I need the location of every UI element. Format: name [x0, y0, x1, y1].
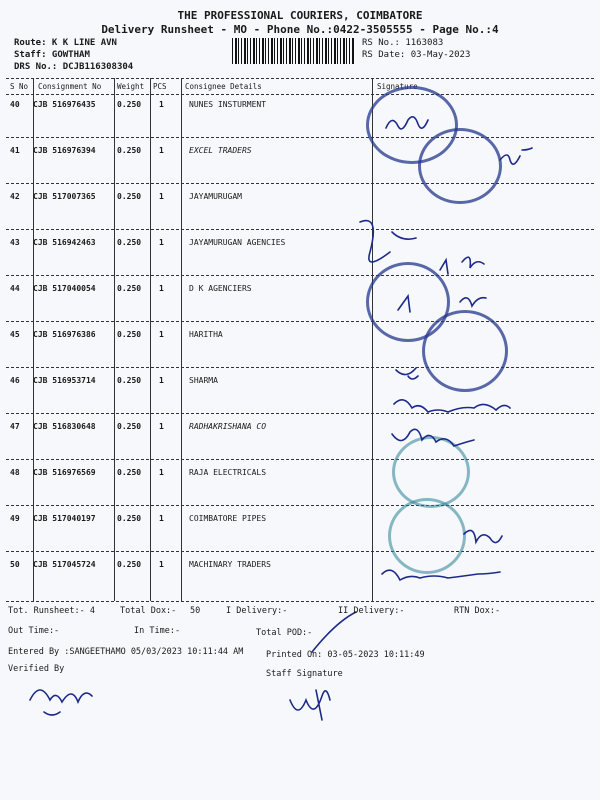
row-consignment-no: CJB 516830648 [33, 422, 96, 431]
row-sno: 44 [10, 284, 20, 293]
row-weight: 0.250 [117, 146, 142, 155]
row-consignee: SHARMA [189, 376, 218, 385]
col-header-consignee: Consignee Details [185, 82, 262, 91]
staff-signature: Staff Signature [266, 669, 343, 679]
row-sno: 49 [10, 514, 20, 523]
row-consignee: MACHINARY TRADERS [189, 560, 271, 569]
staff-label: Staff: GOWTHAM [14, 50, 90, 60]
col-header-sno: S No [10, 82, 29, 91]
verified-by: Verified By [8, 664, 65, 674]
col-header-pcs: PCS [153, 82, 167, 91]
row-weight: 0.250 [117, 376, 142, 385]
i-delivery: I Delivery:- [226, 606, 288, 616]
row-weight: 0.250 [117, 330, 142, 339]
row-weight: 0.250 [117, 192, 142, 201]
row-weight: 0.250 [117, 560, 142, 569]
row-consignee: D K AGENCIERS [189, 284, 252, 293]
row-weight: 0.250 [117, 238, 142, 247]
company-title: THE PROFESSIONAL COURIERS, COIMBATORE [177, 9, 423, 22]
row-weight: 0.250 [117, 422, 142, 431]
row-weight: 0.250 [117, 468, 142, 477]
row-pcs: 1 [159, 146, 164, 155]
row-consignee: NUNES INSTURMENT [189, 100, 267, 109]
row-pcs: 1 [159, 468, 164, 477]
total-dox-value: 50 [190, 606, 201, 616]
row-consignee: RAJA ELECTRICALS [189, 468, 267, 477]
row-consignment-no: CJB 517040197 [33, 514, 96, 523]
row-weight: 0.250 [117, 514, 142, 523]
row-sno: 48 [10, 468, 20, 477]
row-sno: 46 [10, 376, 20, 385]
in-time: In Time:- [134, 626, 181, 636]
row-weight: 0.250 [117, 100, 142, 109]
total-pod: Total POD:- [256, 628, 313, 638]
row-consignment-no: CJB 516953714 [33, 376, 96, 385]
row-consignee: COIMBATORE PIPES [189, 514, 267, 523]
row-sno: 42 [10, 192, 20, 201]
drs-number: DRS No.: DCJB116308304 [14, 62, 134, 72]
row-consignment-no: CJB 517007365 [33, 192, 96, 201]
col-header-weight: Weight [117, 82, 145, 91]
row-pcs: 1 [159, 100, 164, 109]
row-pcs: 1 [159, 284, 164, 293]
row-pcs: 1 [159, 422, 164, 431]
rs-number: RS No.: 1163083 [362, 38, 444, 48]
row-pcs: 1 [159, 330, 164, 339]
row-pcs: 1 [159, 238, 164, 247]
row-consignment-no: CJB 516976435 [33, 100, 96, 109]
row-sno: 40 [10, 100, 20, 109]
printed-on: Printed On: 03-05-2023 10:11:49 [266, 650, 425, 660]
route-label: Route: K K LINE AVN [14, 38, 117, 48]
rtn-dox: RTN Dox:- [454, 606, 501, 616]
row-sno: 43 [10, 238, 20, 247]
row-consignment-no: CJB 516942463 [33, 238, 96, 247]
row-consignment-no: CJB 517045724 [33, 560, 96, 569]
total-dox-label: Total Dox:- [120, 606, 177, 616]
runsheet-subtitle: Delivery Runsheet - MO - Phone No.:0422-3505555 - Page No.:4 [101, 23, 499, 36]
entered-by: Entered By :SANGEETHAMO 05/03/2023 10:11:44 AM [8, 647, 244, 657]
row-consignment-no: CJB 516976394 [33, 146, 96, 155]
row-sno: 47 [10, 422, 20, 431]
row-consignee: RADHAKRISHANA CO [189, 422, 267, 431]
row-consignee: JAYAMURUGAN AGENCIES [189, 238, 286, 247]
row-pcs: 1 [159, 192, 164, 201]
col-header-consignment: Consignment No [38, 82, 102, 91]
row-consignment-no: CJB 517040054 [33, 284, 96, 293]
ii-delivery: II Delivery:- [338, 606, 405, 616]
rs-date: RS Date: 03-May-2023 [362, 50, 471, 60]
row-consignee: HARITHA [189, 330, 223, 339]
row-consignment-no: CJB 516976386 [33, 330, 96, 339]
row-pcs: 1 [159, 560, 164, 569]
row-sno: 45 [10, 330, 20, 339]
row-pcs: 1 [159, 514, 164, 523]
tot-runsheet: Tot. Runsheet:- 4 [8, 606, 95, 616]
row-consignment-no: CJB 516976569 [33, 468, 96, 477]
row-sno: 41 [10, 146, 20, 155]
row-weight: 0.250 [117, 284, 142, 293]
row-consignee: JAYAMURUGAM [189, 192, 242, 201]
out-time: Out Time:- [8, 626, 60, 636]
row-consignee: EXCEL TRADERS [189, 146, 252, 155]
row-sno: 50 [10, 560, 20, 569]
col-header-signature: Signature [377, 82, 418, 91]
row-pcs: 1 [159, 376, 164, 385]
